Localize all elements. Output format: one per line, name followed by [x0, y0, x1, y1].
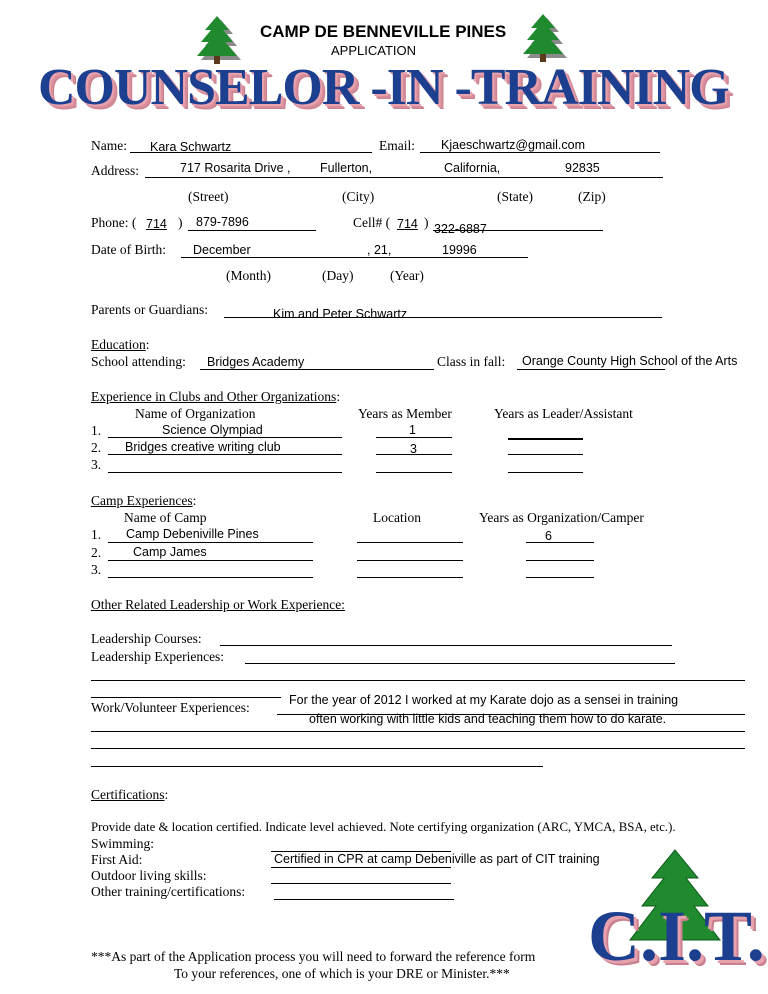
other-training-line[interactable]: [274, 899, 454, 900]
camp-name-title: CAMP DE BENNEVILLE PINES: [260, 22, 507, 41]
camp-years-line[interactable]: [526, 560, 594, 561]
phone-close-paren: ): [178, 215, 183, 230]
camp-name-line[interactable]: [108, 560, 313, 561]
parents-label: Parents or Guardians:: [91, 302, 208, 317]
address-field-line[interactable]: [145, 177, 663, 178]
leadership-courses-label: Leadership Courses:: [91, 631, 202, 646]
reference-note-line2: To your references, one of which is your DRE or Minister.***: [174, 966, 510, 981]
cell-area-code: 714: [397, 217, 418, 231]
outdoor-skills-label: Outdoor living skills:: [91, 868, 207, 883]
camp-heading-text: Camp Experiences: [91, 493, 193, 508]
camp-col-years: Years as Organization/Camper: [479, 510, 644, 525]
camp-years-line[interactable]: [526, 577, 594, 578]
clubs-heading: [91, 389, 340, 405]
school-label: School attending:: [91, 354, 186, 369]
camp-location-line[interactable]: [357, 542, 463, 543]
email-value: Kjaeschwartz@gmail.com: [441, 138, 585, 152]
email-label: Email:: [379, 138, 415, 153]
cit-logo-text: C.I.T.: [588, 896, 765, 976]
leadership-experiences-line[interactable]: [245, 663, 675, 664]
cell-label: Cell# (: [353, 215, 391, 230]
club-name-value: Science Olympiad: [162, 423, 263, 437]
work-volunteer-line1: For the year of 2012 I worked at my Karate dojo as a sensei in training: [289, 693, 679, 707]
work-volunteer-label: Work/Volunteer Experiences:: [91, 700, 250, 715]
leadership-extra-line[interactable]: [91, 680, 745, 681]
camp-heading-colon: :: [192, 493, 197, 508]
address-label: Address:: [91, 163, 139, 178]
work-extra-line[interactable]: [91, 731, 745, 732]
zip-caption: (Zip): [578, 189, 606, 204]
leadership-extra-line[interactable]: [91, 697, 281, 698]
clubs-col-name: Name of Organization: [135, 406, 256, 421]
camp-name-value: Camp Debeniville Pines: [126, 527, 259, 541]
outdoor-skills-line[interactable]: [271, 883, 451, 884]
cell-close-paren: ): [424, 215, 429, 230]
phone-field-line[interactable]: [188, 230, 316, 231]
other-training-label: Other training/certifications:: [91, 884, 246, 899]
education-heading-text: Education: [91, 337, 146, 352]
education-heading-colon: :: [145, 337, 150, 352]
month-caption: (Month): [226, 268, 271, 283]
dob-month: December: [193, 243, 251, 257]
certifications-heading-text: Certifications: [91, 787, 165, 802]
clubs-col-member: Years as Member: [358, 406, 452, 421]
camp-col-name: Name of Camp: [124, 510, 207, 525]
leadership-heading: Other Related Leadership or Work Experience:: [91, 597, 345, 612]
name-label: Name:: [91, 138, 127, 153]
first-aid-label: First Aid:: [91, 852, 143, 867]
camp-row-number: 3.: [91, 562, 102, 577]
cit-banner-title: COUNSELOR -IN -TRAINING: [38, 59, 729, 116]
clubs-heading-colon: :: [336, 389, 341, 404]
club-member-line[interactable]: [376, 472, 452, 473]
day-caption: (Day): [322, 268, 354, 283]
club-name-line[interactable]: [108, 437, 342, 438]
application-subtitle: APPLICATION: [331, 43, 417, 58]
parents-value: Kim and Peter Schwartz: [273, 307, 408, 321]
dob-day: , 21,: [367, 243, 392, 257]
class-label: Class in fall:: [437, 354, 506, 369]
club-row-number: 3.: [91, 457, 102, 472]
email-field-line[interactable]: [420, 152, 660, 153]
club-row-number: 1.: [91, 423, 102, 438]
camp-name-line[interactable]: [108, 577, 313, 578]
club-name-line[interactable]: [108, 472, 342, 473]
club-name-value: Bridges creative writing club: [125, 440, 281, 454]
dob-label: Date of Birth:: [91, 242, 166, 257]
club-member-value: 1: [409, 423, 416, 437]
leadership-courses-line[interactable]: [220, 645, 672, 646]
dob-field-line[interactable]: [181, 257, 528, 258]
phone-number: 879-7896: [196, 215, 249, 229]
dob-year: 19996: [442, 243, 477, 257]
phone-area-code: 714: [146, 217, 167, 231]
camp-col-location: Location: [373, 510, 421, 525]
camp-name-line[interactable]: [108, 542, 313, 543]
certifications-heading-colon: :: [164, 787, 169, 802]
class-field-line[interactable]: [517, 369, 665, 370]
club-leader-line[interactable]: [508, 454, 583, 455]
club-leader-line[interactable]: [508, 472, 583, 473]
swimming-label: Swimming:: [91, 836, 155, 851]
work-volunteer-line2: often working with little kids and teaching them how to do karate.: [309, 712, 667, 726]
class-value: Orange County High School of the Arts: [522, 354, 738, 368]
first-aid-line[interactable]: [271, 867, 451, 868]
street-value: 717 Rosarita Drive ,: [180, 161, 291, 175]
certifications-heading: [91, 787, 168, 803]
camp-location-line[interactable]: [357, 560, 463, 561]
state-caption: (State): [497, 189, 533, 204]
city-value: Fullerton,: [320, 161, 373, 175]
education-heading: [91, 337, 150, 353]
club-row-number: 2.: [91, 440, 102, 455]
cell-number: 322-6887: [434, 222, 487, 236]
work-extra-line[interactable]: [91, 766, 543, 767]
camp-name-value: Camp James: [133, 545, 207, 559]
school-value: Bridges Academy: [207, 355, 305, 369]
leadership-experiences-label: Leadership Experiences:: [91, 649, 225, 664]
club-name-line[interactable]: [108, 454, 342, 455]
camp-row-number: 1.: [91, 527, 102, 542]
reference-note-line1: ***As part of the Application process you will need to forward the reference form: [91, 949, 536, 964]
camp-heading: [91, 493, 196, 509]
zip-value: 92835: [565, 161, 600, 175]
camp-years-value: 6: [545, 529, 552, 543]
work-extra-line[interactable]: [91, 748, 745, 749]
phone-label: Phone: (: [91, 215, 137, 230]
clubs-col-leader: Years as Leader/Assistant: [494, 406, 633, 421]
state-value: California,: [444, 161, 501, 175]
school-field-line[interactable]: [200, 369, 434, 370]
year-caption: (Year): [390, 268, 424, 283]
name-value: Kara Schwartz: [150, 140, 232, 154]
city-caption: (City): [342, 189, 375, 204]
camp-row-number: 2.: [91, 545, 102, 560]
clubs-heading-text: Experience in Clubs and Other Organizations: [91, 389, 337, 404]
camp-location-line[interactable]: [357, 577, 463, 578]
club-member-value: 3: [410, 442, 417, 456]
street-caption: (Street): [188, 189, 229, 204]
camp-years-line[interactable]: [526, 542, 594, 543]
club-leader-line[interactable]: [508, 438, 583, 440]
certifications-instructions: Provide date & location certified. Indicate level achieved. Note certifying organization (ARC, YMCA, BSA, etc.).: [91, 820, 676, 834]
first-aid-value: Certified in CPR at camp Debeniville as part of CIT training: [274, 852, 600, 866]
club-member-line[interactable]: [376, 437, 452, 438]
